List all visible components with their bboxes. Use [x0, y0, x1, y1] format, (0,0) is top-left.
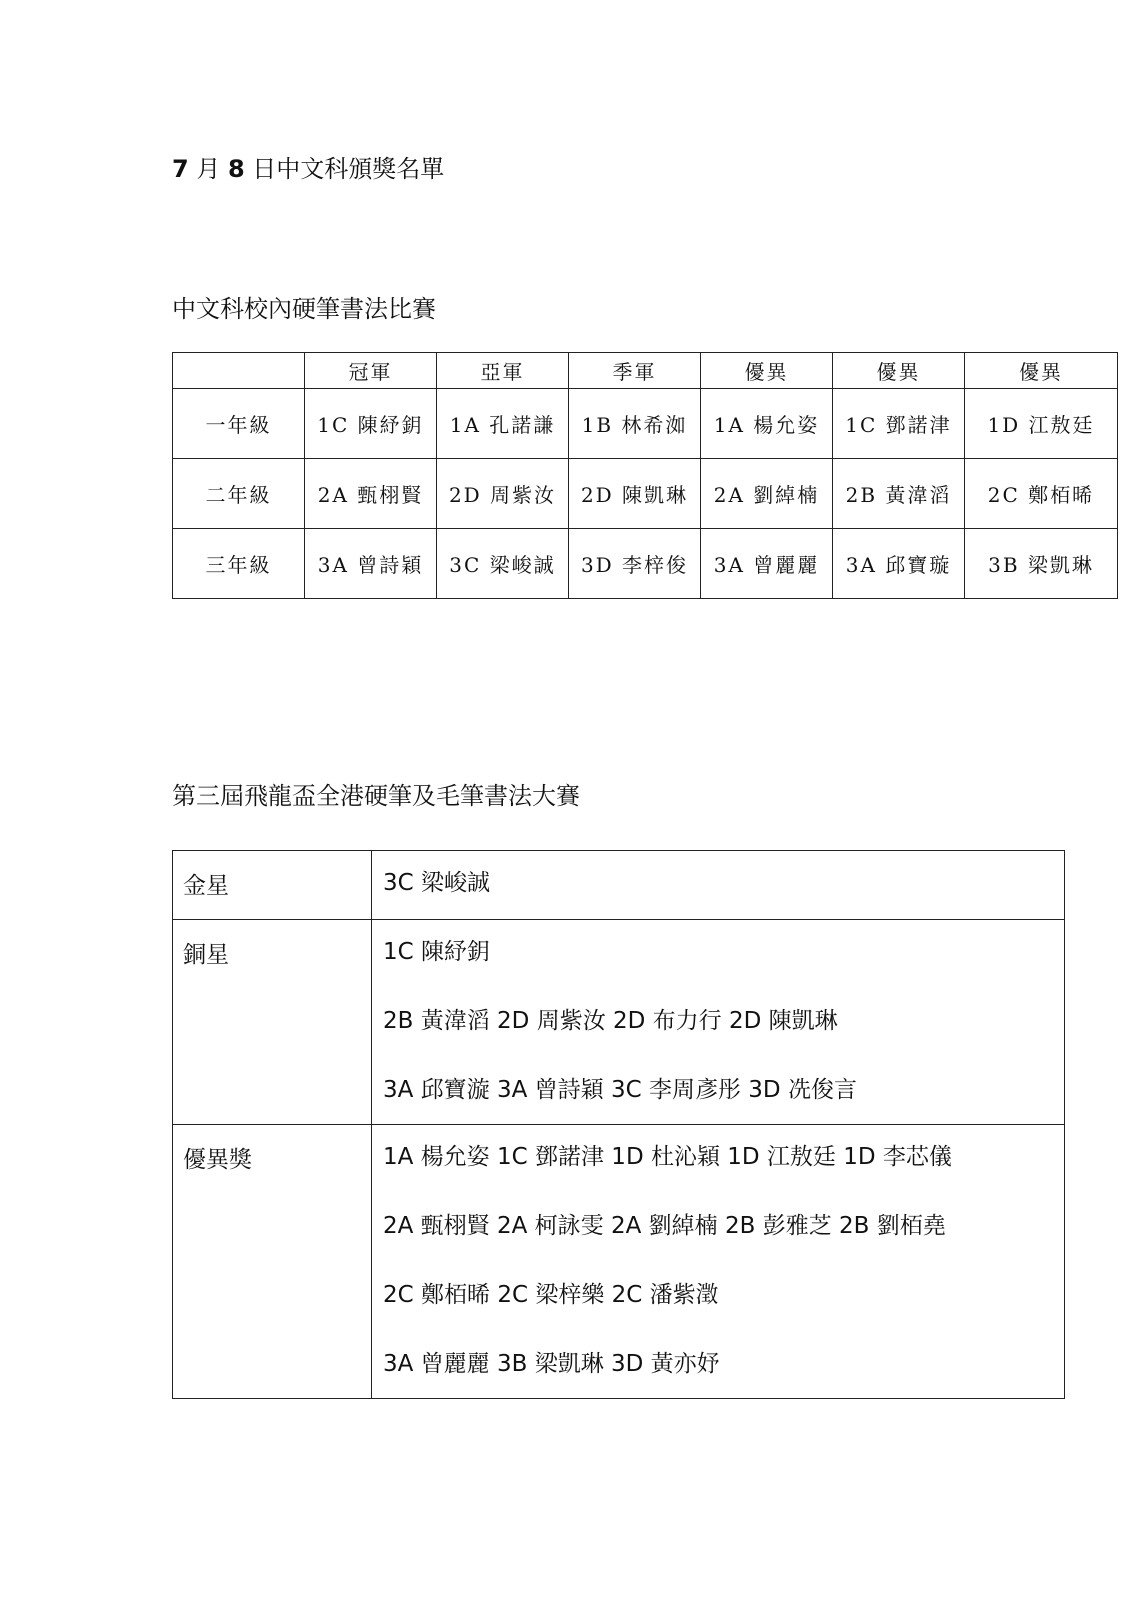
header-cell-third: 季軍 [569, 353, 701, 389]
header-cell-merit: 優異 [833, 353, 965, 389]
winners-line: 2C 鄭栢晞 2C 梁梓樂 2C 潘紫澂 [383, 1282, 719, 1308]
table-cell: 1C 陳紓鈅 [305, 389, 437, 459]
table-cell: 1A 楊允姿 [701, 389, 833, 459]
table-row [173, 459, 1118, 529]
winners-line: 3C 梁峻誠 [383, 870, 491, 896]
grade-label: 一年級 [173, 389, 305, 459]
title-rest: 日中文科頒獎名單 [244, 155, 445, 183]
award-label-merit: 優異獎 [173, 1125, 372, 1399]
table-cell: 1C 鄧諾津 [833, 389, 965, 459]
table-cell: 3A 曾麗麗 [701, 529, 833, 599]
table-cell: 1A 孔諾謙 [437, 389, 569, 459]
section-title-citywide-competition: 第三屆飛龍盃全港硬筆及毛筆書法大賽 [172, 782, 580, 810]
table-cell: 2C 鄭栢晞 [965, 459, 1118, 529]
header-cell-merit: 優異 [965, 353, 1118, 389]
table-cell: 3A 曾詩穎 [305, 529, 437, 599]
title-month-char: 月 [188, 155, 228, 183]
table-cell: 2A 劉綽楠 [701, 459, 833, 529]
header-cell-champion: 冠軍 [305, 353, 437, 389]
table-cell: 3D 李梓俊 [569, 529, 701, 599]
table-row [173, 920, 1065, 1125]
title-month-number: 7 [172, 155, 189, 183]
award-winners [372, 1125, 1065, 1399]
winners-line: 1A 楊允姿 1C 鄧諾津 1D 杜沁穎 1D 江敖廷 1D 李芯儀 [383, 1144, 952, 1170]
table-header-row [173, 353, 1118, 389]
table-cell: 3B 梁凱琳 [965, 529, 1118, 599]
header-cell-blank [173, 353, 305, 389]
table-cell: 2D 周紫汝 [437, 459, 569, 529]
winners-line: 2B 黃湋滔 2D 周紫汝 2D 布力行 2D 陳凱琳 [383, 1008, 838, 1034]
header-cell-merit: 優異 [701, 353, 833, 389]
table-row [173, 529, 1118, 599]
table-cell: 1D 江敖廷 [965, 389, 1118, 459]
award-winners [372, 851, 1065, 920]
table-cell: 1B 林希洳 [569, 389, 701, 459]
table-row [173, 1125, 1065, 1399]
table-row [173, 851, 1065, 920]
table-row [173, 389, 1118, 459]
table-cell: 2A 甄栩賢 [305, 459, 437, 529]
table-cell: 3A 邱寶璇 [833, 529, 965, 599]
award-label-bronze: 銅星 [173, 920, 372, 1125]
table-cell: 2D 陳凱琳 [569, 459, 701, 529]
winners-line: 2A 甄栩賢 2A 柯詠雯 2A 劉綽楠 2B 彭雅芝 2B 劉栢堯 [383, 1213, 946, 1239]
table-cell: 3C 梁峻誠 [437, 529, 569, 599]
table-cell: 2B 黃湋滔 [833, 459, 965, 529]
winners-line: 3A 曾麗麗 3B 梁凱琳 3D 黃亦妤 [383, 1351, 720, 1377]
section-title-school-competition: 中文科校內硬筆書法比賽 [172, 295, 436, 323]
award-label-gold: 金星 [173, 851, 372, 920]
title-day-number: 8 [227, 155, 245, 183]
grade-label: 三年級 [173, 529, 305, 599]
citywide-competition-table [172, 850, 1065, 1399]
award-winners [372, 920, 1065, 1125]
page-title [172, 152, 444, 186]
winners-line: 1C 陳紓鈅 [383, 939, 491, 965]
school-competition-table [172, 352, 1118, 599]
winners-line: 3A 邱寶漩 3A 曾詩穎 3C 李周彥彤 3D 冼俊言 [383, 1077, 857, 1103]
header-cell-runner-up: 亞軍 [437, 353, 569, 389]
grade-label: 二年級 [173, 459, 305, 529]
